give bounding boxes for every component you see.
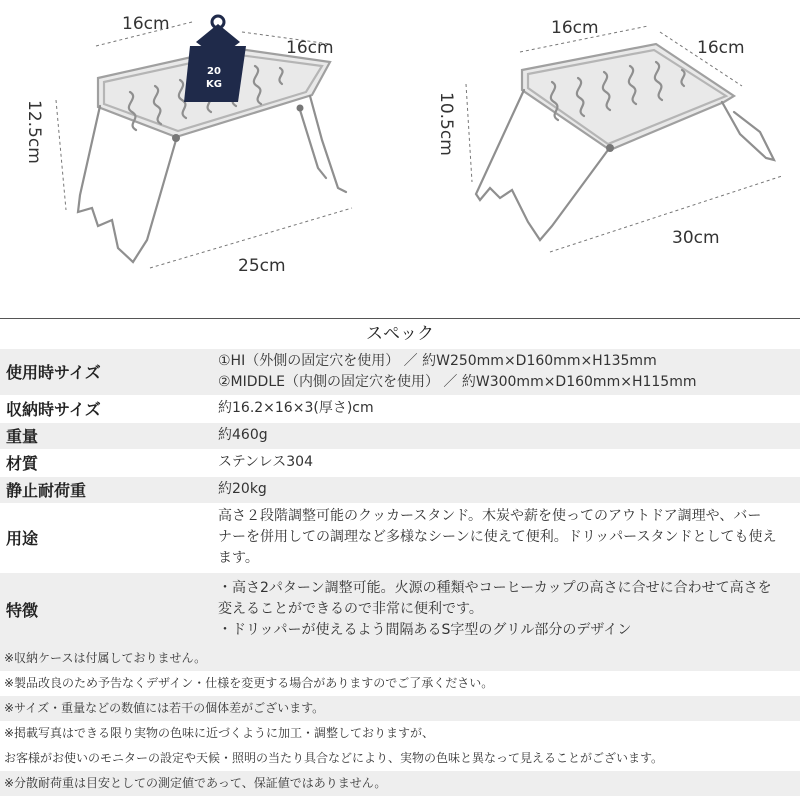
spec-row-load: [0, 476, 800, 503]
spec-row-material: [0, 449, 800, 476]
spec-label: 静止耐荷重: [0, 476, 202, 503]
stand-middle-image: [476, 44, 774, 240]
right-bottom-width-label: 30cm: [672, 228, 720, 248]
spec-value: 約16.2×16×3(厚さ)cm: [202, 395, 800, 422]
right-top-width-label: 16cm: [551, 18, 599, 38]
spec-title: スペック: [0, 318, 800, 350]
spec-label: 材質: [0, 449, 202, 476]
spec-label: 用途: [0, 503, 202, 572]
product-figure: [0, 0, 800, 318]
left-bottom-width-label: 25cm: [238, 256, 286, 276]
note-item: ※サイズ・重量などの数値には若干の個体差がございます。: [0, 696, 800, 721]
right-height-label: 10.5cm: [436, 92, 456, 156]
spec-row-storage-size: [0, 395, 800, 422]
spec-label: 収納時サイズ: [0, 395, 202, 422]
spec-label: 使用時サイズ: [0, 349, 202, 395]
spec-label: 重量: [0, 422, 202, 449]
spec-row-weight: [0, 422, 800, 449]
stand-illustration: [0, 0, 800, 318]
spec-row-usage-size: [0, 349, 800, 395]
badge-weight-unit: KG: [206, 79, 222, 90]
spec-value: ①HI（外側の固定穴を使用） ／ 約W250mm×D160mm×H135mm ②MIDDLE（内側の固定穴を使用） ／ 約W300mm×D160mm×H115mm: [202, 349, 800, 395]
spec-value: 高さ２段階調整可能のクッカースタンド。木炭や薪を使ってのアウトドア調理や、バー ナーを併用しての調理など多様なシーンに使えて便利。ドリッパースタンドとしても使え ます。: [202, 503, 800, 572]
left-top-width-label: 16cm: [122, 14, 170, 34]
spec-value: 約20kg: [202, 476, 800, 503]
note-item: ※掲載写真はできる限り実物の色味に近づくように加工・調整しておりますが、: [0, 721, 800, 746]
left-top-depth-label: 16cm: [286, 38, 334, 58]
badge-weight-number: 20: [207, 66, 221, 77]
spec-table: [0, 349, 800, 647]
right-top-depth-label: 16cm: [697, 38, 745, 58]
spec-row-features: [0, 572, 800, 646]
note-item: ※収納ケースは付属しておりません。: [0, 646, 800, 671]
spec-value: ステンレス304: [202, 449, 800, 476]
left-height-label: 12.5cm: [24, 100, 44, 164]
note-item: お客様がお使いのモニターの設定や天候・照明の当たり具合などにより、実物の色味と異なって見えることがございます。: [0, 746, 800, 771]
spec-value: 約460g: [202, 422, 800, 449]
weight-badge-icon: [184, 16, 246, 102]
spec-label: 特徴: [0, 572, 202, 646]
note-item: ※分散耐荷重は目安としての測定値であって、保証値ではありません。: [0, 771, 800, 796]
notes-list: [0, 646, 800, 796]
spec-value: ・高さ2パターン調整可能。火源の種類やコーヒーカップの高さに合せに合わせて高さを 変えることができるので非常に便利です。 ・ドリッパーが使えるよう間隔あるS字型のグリル部分のデザイン: [202, 572, 800, 646]
note-item: ※製品改良のため予告なくデザイン・仕様を変更する場合がありますのでご了承ください。: [0, 671, 800, 696]
spec-row-purpose: [0, 503, 800, 572]
